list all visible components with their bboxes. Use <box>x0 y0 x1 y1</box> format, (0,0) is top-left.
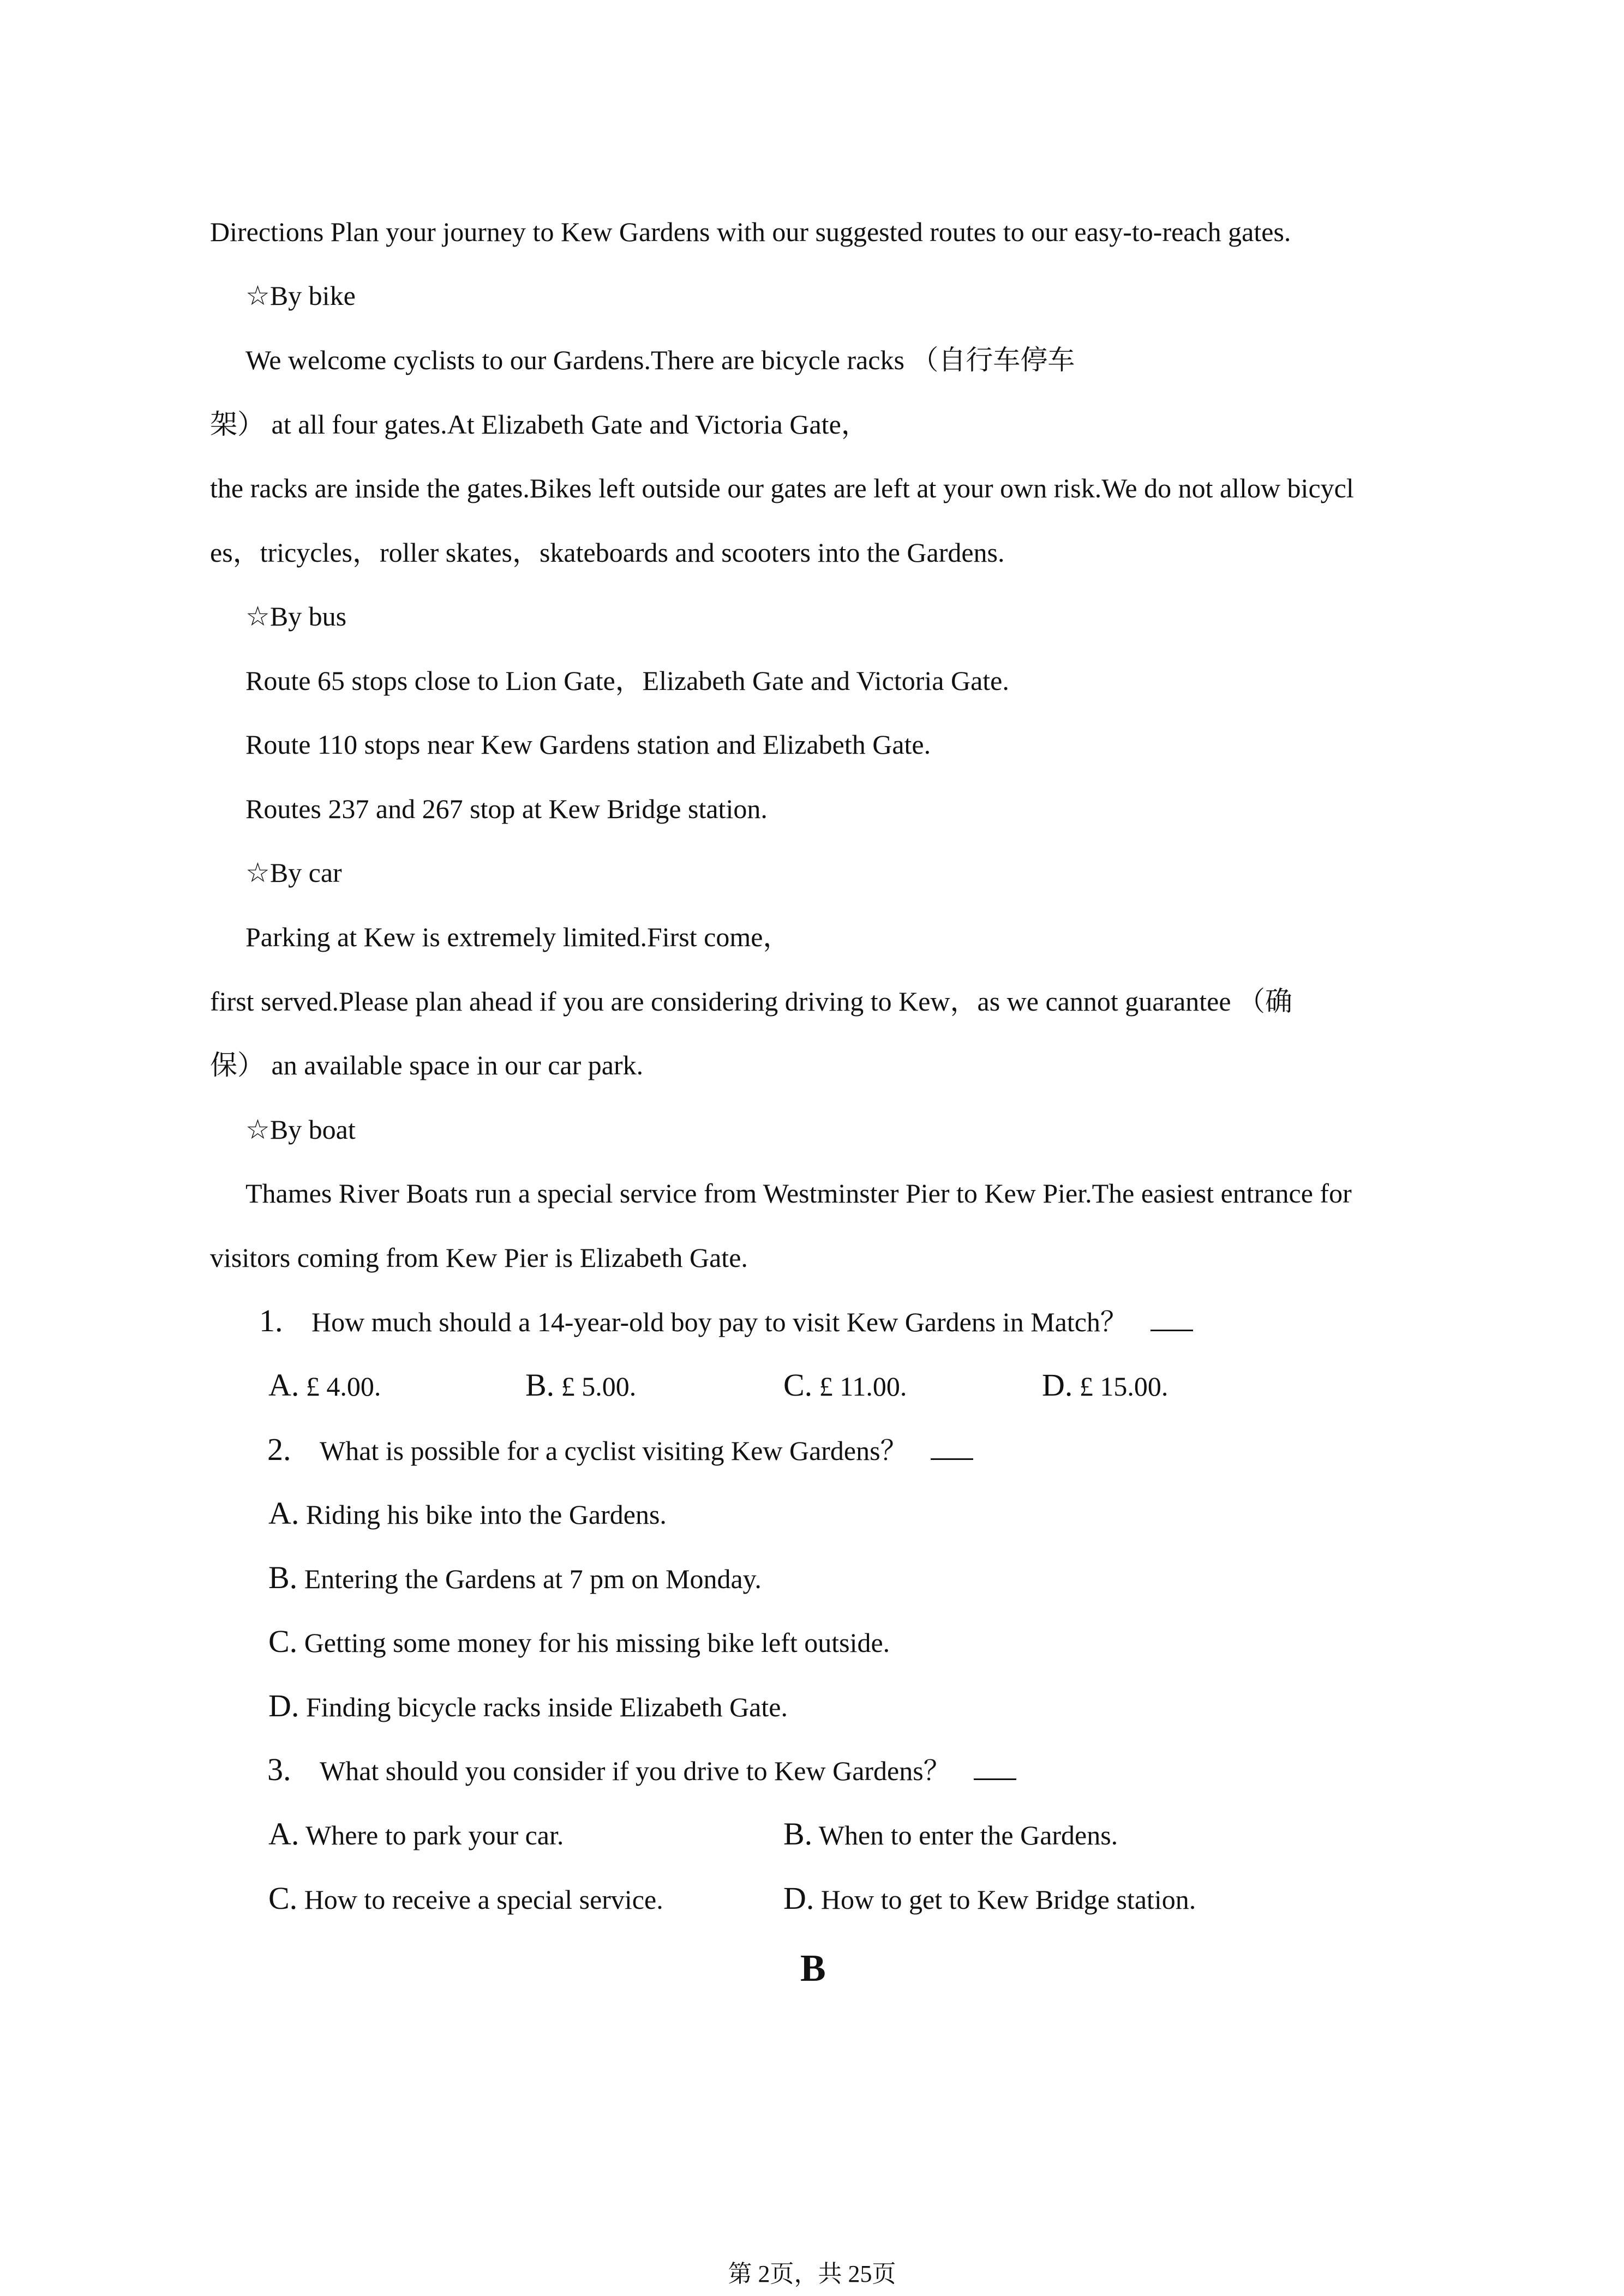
passage-intro: Directions Plan your journey to Kew Gardens with our suggested routes to our easy-to-reach gates. <box>210 217 1291 247</box>
option-letter: C. <box>783 1367 813 1403</box>
bus-line: Route 110 stops near Kew Gardens station and Elizabeth Gate. <box>245 729 931 760</box>
answer-blank[interactable] <box>1150 1308 1193 1331</box>
option-text: £ 4.00. <box>305 1371 381 1402</box>
car-line: Parking at Kew is extremely limited.First come， <box>245 922 790 952</box>
question-2 <box>267 1433 973 1467</box>
question-number: 1. <box>259 1303 283 1338</box>
bus-heading: ☆By bus <box>245 601 347 632</box>
option-letter: C. <box>268 1880 298 1916</box>
bus-line: Route 65 stops close to Lion Gate，Elizabeth Gate and Victoria Gate. <box>245 665 1009 696</box>
option-text: When to enter the Gardens. <box>818 1820 1118 1850</box>
option-letter: B. <box>268 1560 298 1595</box>
question-text: What should you consider if you drive to Kew Gardens？ <box>320 1756 951 1786</box>
bike-paragraph-line: 架） at all four gates.At Elizabeth Gate and Victoria Gate， <box>210 409 868 440</box>
option-letter: B. <box>783 1816 813 1852</box>
car-line: 保） an available space in our car park. <box>210 1050 644 1080</box>
option-a[interactable] <box>268 1818 564 1852</box>
option-c[interactable] <box>268 1625 890 1659</box>
option-letter: A. <box>268 1816 299 1852</box>
option-letter: D. <box>268 1688 299 1723</box>
option-text: £ 5.00. <box>561 1371 637 1402</box>
boat-heading: ☆By boat <box>245 1114 356 1145</box>
question-3 <box>267 1753 1016 1787</box>
car-heading: ☆By car <box>245 857 342 888</box>
option-d[interactable] <box>1042 1369 1168 1403</box>
boat-line: visitors coming from Kew Pier is Elizabeth Gate. <box>210 1242 748 1273</box>
option-text: Riding his bike into the Gardens. <box>305 1499 667 1530</box>
option-text: £ 11.00. <box>819 1371 907 1402</box>
question-number: 3. <box>267 1752 291 1787</box>
bike-paragraph-line: the racks are inside the gates.Bikes left outside our gates are left at your own risk.We do not allow bicycl <box>210 473 1354 503</box>
option-text: £ 15.00. <box>1079 1371 1168 1402</box>
option-text: Entering the Gardens at 7 pm on Monday. <box>304 1564 762 1594</box>
bike-paragraph-line: es，tricycles，roller skates，skateboards and scooters into the Gardens. <box>210 537 1005 568</box>
option-b[interactable] <box>525 1369 636 1403</box>
option-letter: A. <box>268 1367 299 1403</box>
bike-paragraph-line: We welcome cyclists to our Gardens.There are bicycle racks （自行车停车 <box>245 345 1075 375</box>
option-letter: B. <box>525 1367 555 1403</box>
option-c[interactable] <box>783 1369 907 1403</box>
option-text: Where to park your car. <box>305 1820 564 1850</box>
option-text: Getting some money for his missing bike left outside. <box>304 1627 890 1658</box>
bus-line: Routes 237 and 267 stop at Kew Bridge station. <box>245 794 768 824</box>
question-1 <box>259 1305 1193 1338</box>
option-b[interactable] <box>268 1561 762 1595</box>
answer-blank[interactable] <box>931 1436 973 1460</box>
option-letter: A. <box>268 1495 299 1531</box>
option-letter: C. <box>268 1624 298 1659</box>
question-text: How much should a 14-year-old boy pay to visit Kew Gardens in Match？ <box>311 1307 1128 1337</box>
option-letter: D. <box>783 1880 814 1916</box>
option-c[interactable] <box>268 1882 663 1916</box>
section-heading: B <box>800 1948 826 1990</box>
option-letter: D. <box>1042 1367 1073 1403</box>
bike-heading: ☆By bike <box>245 280 356 311</box>
option-d[interactable] <box>268 1690 788 1723</box>
question-number: 2. <box>267 1432 291 1467</box>
option-text: How to receive a special service. <box>304 1884 663 1915</box>
page-footer: 第 2页，共 25页 <box>728 2261 896 2287</box>
boat-line: Thames River Boats run a special service from Westminster Pier to Kew Pier.The easiest entrance for <box>245 1178 1352 1209</box>
answer-blank[interactable] <box>974 1757 1016 1780</box>
car-line: first served.Please plan ahead if you are considering driving to Kew，as we cannot guarantee （确 <box>210 986 1293 1017</box>
question-text: What is possible for a cyclist visiting Kew Gardens？ <box>320 1435 908 1466</box>
option-d[interactable] <box>783 1882 1196 1916</box>
option-text: Finding bicycle racks inside Elizabeth Gate. <box>305 1692 788 1722</box>
option-b[interactable] <box>783 1818 1118 1852</box>
option-a[interactable] <box>268 1497 667 1531</box>
option-text: How to get to Kew Bridge station. <box>820 1884 1196 1915</box>
option-a[interactable] <box>268 1369 381 1403</box>
